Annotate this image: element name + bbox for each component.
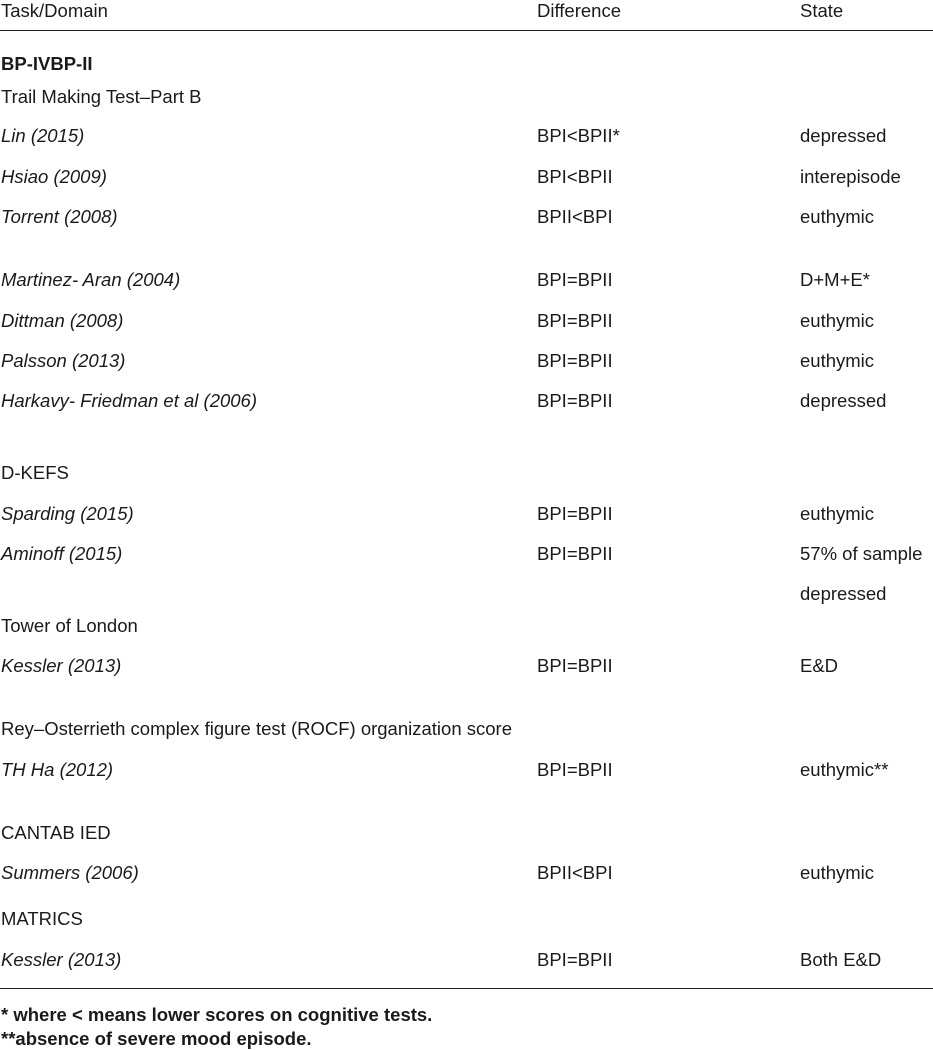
difference-value: BPI=BPII [537, 390, 613, 411]
difference-value: BPI<BPII [537, 166, 613, 187]
column-header-task: Task/Domain [1, 0, 108, 21]
state-value: Both E&D [800, 949, 882, 970]
study-name: Kessler (2013) [1, 655, 122, 676]
study-name: Summers (2006) [1, 862, 139, 883]
state-value: euthymic [800, 862, 875, 883]
state-value-continued: depressed [800, 583, 887, 604]
difference-value: BPI=BPII [537, 310, 613, 331]
difference-value: BPII<BPI [537, 206, 613, 227]
state-value: 57% of sample [800, 543, 923, 564]
difference-value: BPI=BPII [537, 269, 613, 290]
difference-value: BPI=BPII [537, 503, 613, 524]
state-value: euthymic** [800, 759, 889, 780]
study-name: Dittman (2008) [1, 310, 124, 331]
group-heading-rocf: Rey–Osterrieth complex figure test (ROCF) organization score [1, 718, 512, 739]
footnote-2: **absence of severe mood episode. [1, 1028, 312, 1049]
state-value: euthymic [800, 310, 875, 331]
state-value: euthymic [800, 206, 875, 227]
column-header-difference: Difference [537, 0, 621, 21]
difference-value: BPI=BPII [537, 949, 613, 970]
difference-value: BPI=BPII [537, 543, 613, 564]
table-bottom-rule [0, 988, 933, 989]
state-value: D+M+E* [800, 269, 870, 290]
study-name: Harkavy- Friedman et al (2006) [1, 390, 258, 411]
study-name: Kessler (2013) [1, 949, 122, 970]
state-value: depressed [800, 125, 887, 146]
difference-value: BPI=BPII [537, 350, 613, 371]
group-heading-dkefs: D-KEFS [1, 462, 69, 483]
study-name: Aminoff (2015) [1, 543, 123, 564]
study-name: Lin (2015) [1, 125, 85, 146]
footnote-1: * where < means lower scores on cognitive tests. [1, 1004, 433, 1025]
study-name: Torrent (2008) [1, 206, 118, 227]
state-value: euthymic [800, 503, 875, 524]
difference-value: BPI=BPII [537, 759, 613, 780]
section-heading: BP-IVBP-II [1, 53, 93, 74]
group-heading-tol: Tower of London [1, 615, 138, 636]
state-value: E&D [800, 655, 839, 676]
state-value: euthymic [800, 350, 875, 371]
group-heading-tmt: Trail Making Test–Part B [1, 86, 202, 107]
difference-value: BPI<BPII* [537, 125, 620, 146]
group-heading-cantab: CANTAB IED [1, 822, 111, 843]
study-name: Sparding (2015) [1, 503, 134, 524]
study-name: TH Ha (2012) [1, 759, 114, 780]
difference-value: BPI=BPII [537, 655, 613, 676]
study-name: Palsson (2013) [1, 350, 126, 371]
state-value: interepisode [800, 166, 901, 187]
group-heading-matrics: MATRICS [1, 908, 83, 929]
study-name: Martinez- Aran (2004) [1, 269, 181, 290]
difference-value: BPII<BPI [537, 862, 613, 883]
table-header [0, 0, 933, 31]
study-name: Hsiao (2009) [1, 166, 107, 187]
state-value: depressed [800, 390, 887, 411]
column-header-state: State [800, 0, 844, 21]
